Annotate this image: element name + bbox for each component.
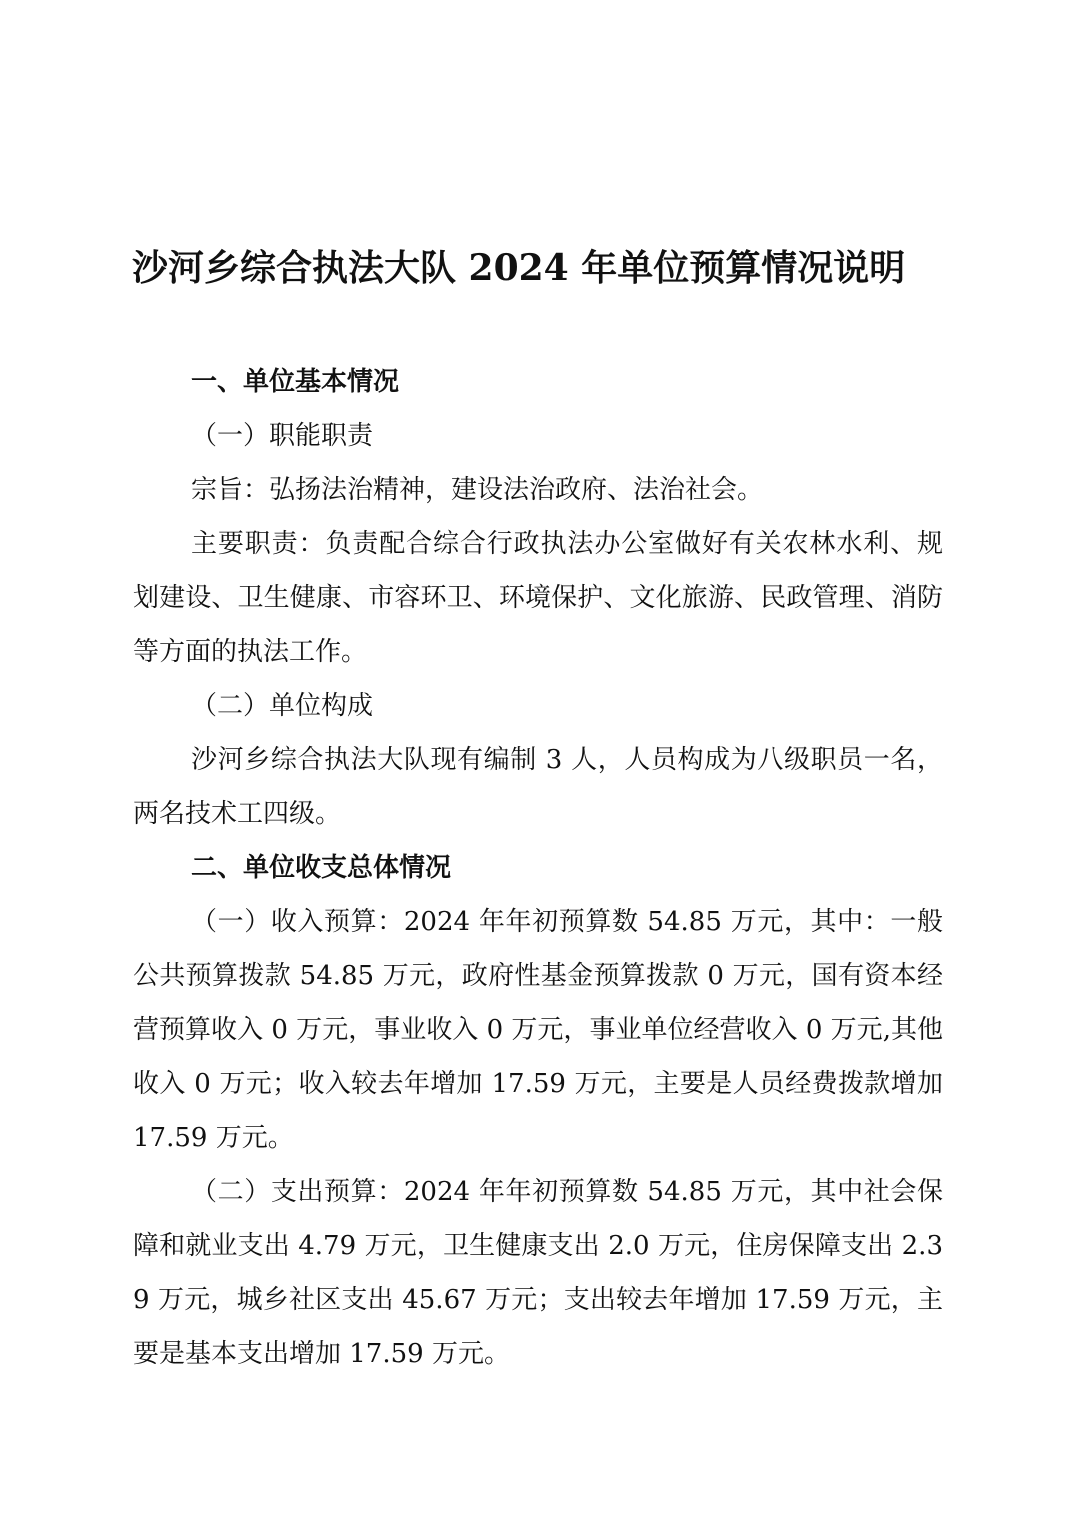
paragraph-purpose: 宗旨：弘扬法治精神，建设法治政府、法治社会。 bbox=[191, 475, 764, 505]
document-body bbox=[133, 355, 943, 1381]
document-title: 沙河乡综合执法大队 2024 年单位预算情况说明 bbox=[132, 247, 906, 289]
subsection-heading-composition: （二）单位构成 bbox=[191, 691, 374, 721]
paragraph-expense-budget: （二）支出预算：2024 年年初预算数 54.85 万元，其中社会保障和就业支出 4.79 万元，卫生健康支出 2.0 万元，住房保障支出 2.39 万元，城乡社区支出 45.67 万元；支出较去年增加 17.59 万元，主要是基本支出增加 17.59 万元。 bbox=[133, 1177, 943, 1369]
paragraph-income-budget: （一）收入预算：2024 年年初预算数 54.85 万元，其中：一般公共预算拨款 54.85 万元，政府性基金预算拨款 0 万元，国有资本经营预算收入 0 万元，事业收入 0 万元，事业单位经营收入 0 万元,其他收入 0 万元；收入较去年增加 17.59 万元，主要是人员经费拨款增加 17.59 万元。 bbox=[133, 907, 943, 1153]
section-heading-basic-info: 一、单位基本情况 bbox=[191, 367, 400, 397]
section-heading-income-expense: 二、单位收支总体情况 bbox=[191, 853, 452, 883]
paragraph-duties: 主要职责：负责配合综合行政执法办公室做好有关农林水利、规划建设、卫生健康、市容环卫、环境保护、文化旅游、民政管理、消防等方面的执法工作。 bbox=[133, 529, 943, 667]
subsection-heading-functions: （一）职能职责 bbox=[191, 421, 374, 451]
paragraph-composition: 沙河乡综合执法大队现有编制 3 人，人员构成为八级职员一名，两名技术工四级。 bbox=[133, 745, 943, 829]
